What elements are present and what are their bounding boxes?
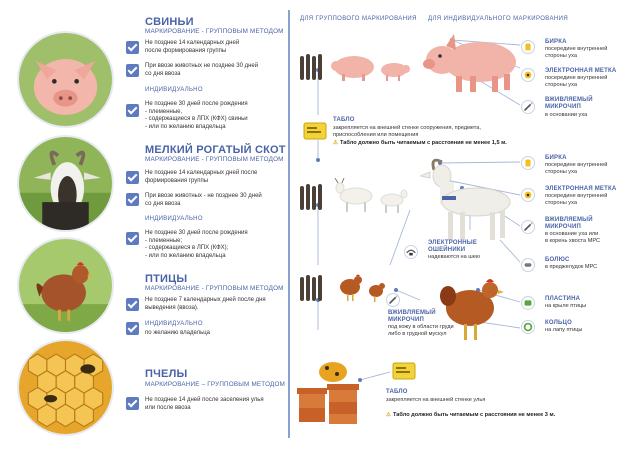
- tablo-2-warning: [386, 412, 555, 418]
- check-icon: [126, 298, 139, 311]
- small-cattle-item-1: Не позднее 14 календарных дней после формирования группы: [145, 170, 258, 184]
- chicken-photo: [17, 237, 114, 334]
- small-goats-illustration: [332, 178, 410, 214]
- birds-title: ПТИЦЫ: [145, 273, 188, 285]
- pigs-individual-head: ИНДИВИДУАЛЬНО: [145, 87, 203, 93]
- ear-tag-icon: [521, 156, 535, 170]
- bolus-description: в преджелудок МРС: [545, 264, 598, 270]
- pig-electronic-tag-description: посередине внутренней стороны уха: [545, 75, 608, 88]
- microchip-injector-icon: [386, 293, 400, 307]
- tablo-1-label: ТАБЛО: [333, 117, 355, 123]
- group-marking-header: ДЛЯ ГРУППОВОГО МАРКИРОВАНИЯ: [300, 16, 417, 22]
- fence-illustration: [299, 275, 325, 301]
- pigs-individual-item: Не позднее 30 дней после рождения - племенные, - содержащиеся в ЛПХ (КФХ) свиньи - или по желанию владельца: [145, 101, 248, 130]
- fence-illustration: [299, 184, 325, 210]
- small-chickens-illustration: [336, 273, 388, 303]
- pigs-item-2: При ввозе животных не позднее 30 дней со дня ввоза: [145, 63, 259, 77]
- collar-icon: [404, 245, 418, 259]
- fence-illustration: [299, 54, 325, 80]
- goat-birka-description: посередине внутренней стороны уха: [545, 162, 608, 175]
- check-icon: [126, 232, 139, 245]
- microchip-injector-icon: [521, 220, 535, 234]
- tablo-sign-illustration: [392, 362, 416, 382]
- birds-individual-head: ИНДИВИДУАЛЬНО: [145, 321, 203, 327]
- tablo-2-description: закрепляется на внешней стенке улья: [386, 397, 486, 403]
- check-icon: [126, 64, 139, 77]
- pigs-title: СВИНЬИ: [145, 16, 194, 28]
- individual-marking-header: ДЛЯ ИНДИВИДУАЛЬНОГО МАРКИРОВАНИЯ: [428, 16, 569, 22]
- pig-electronic-tag-label: ЭЛЕКТРОННАЯ МЕТКА: [545, 68, 617, 74]
- pig-birka-label: БИРКА: [545, 39, 567, 45]
- bees-item-1: Не позднее 14 дней после заселения улья или после ввоза: [145, 397, 264, 411]
- goat-electronic-tag-description: посередине внутренней стороны уха: [545, 193, 608, 206]
- tablo-2-label: ТАБЛО: [386, 389, 408, 395]
- small-pigs-illustration: [330, 52, 412, 82]
- bird-microchip-label: ВЖИВЛЯЕМЫЙ МИКРОЧИП: [388, 310, 436, 323]
- pig-birka-description: посередине внутренней стороны уха: [545, 46, 608, 59]
- plate-label: ПЛАСТИНА: [545, 296, 581, 302]
- check-icon: [126, 397, 139, 410]
- ring-description: на лапу птицы: [545, 327, 583, 333]
- goat-microchip-description: в основание уха или в корень хвоста МРС: [545, 231, 601, 244]
- small-cattle-item-2: При ввозе животных - не позднее 30 дней со дня ввоза: [145, 193, 262, 207]
- goat-electronic-tag-label: ЭЛЕКТРОННАЯ МЕТКА: [545, 186, 617, 192]
- electronic-tag-icon: [521, 188, 535, 202]
- leg-ring-icon: [521, 320, 535, 334]
- small-cattle-individual-item: Не позднее 30 дней после рождения - племенные; - содержащиеся в ЛПХ (КФХ); - или по желанию владельца: [145, 230, 248, 259]
- tablo-1-description: закрепляется на внешней стенке сооружения, предмета, приспособления или помещения: [333, 125, 481, 138]
- goat-birka-label: БИРКА: [545, 155, 567, 161]
- beehives-illustration: [295, 358, 361, 428]
- bird-microchip-description: под кожу в области груди либо в грудной мускул: [388, 324, 454, 337]
- pigs-item-1: Не позднее 14 календарных дней после формирования группы: [145, 40, 240, 54]
- birds-item-1: Не позднее 7 календарных дней после дня выведения (ввоза).: [145, 297, 266, 311]
- pigs-subtitle: МАРКИРОВАНИЕ - ГРУППОВЫМ МЕТОДОМ: [145, 28, 284, 35]
- warning-icon: ⚠: [333, 140, 339, 146]
- microchip-injector-icon: [521, 100, 535, 114]
- section-divider: [288, 10, 290, 438]
- tablo-1-warning-text: Табло должно быть читаемым с расстояния не менее 1,5 м.: [340, 140, 507, 146]
- pig-photo: [17, 31, 114, 128]
- check-icon: [126, 104, 139, 117]
- pig-illustration: [420, 30, 520, 96]
- ear-tag-icon: [521, 40, 535, 54]
- tablo-sign-illustration: [303, 122, 327, 142]
- bolus-icon: [521, 258, 535, 272]
- goat-photo: [17, 135, 114, 232]
- pig-microchip-label: ВЖИВЛЯЕМЫЙ МИКРОЧИП: [545, 97, 593, 110]
- collar-description: надеваются на шею: [428, 254, 481, 260]
- bees-title: ПЧЕЛЫ: [145, 368, 188, 380]
- warning-icon: ⚠: [386, 412, 392, 418]
- small-cattle-title: МЕЛКИЙ РОГАТЫЙ СКОТ: [145, 144, 286, 156]
- pig-microchip-description: в основании уха: [545, 112, 588, 118]
- goat-microchip-label: ВЖИВЛЯЕМЫЙ МИКРОЧИП: [545, 217, 593, 230]
- wing-plate-icon: [521, 296, 535, 310]
- check-icon: [126, 322, 139, 335]
- small-cattle-subtitle: МАРКИРОВАНИЕ - ГРУППОВЫМ МЕТОДОМ: [145, 156, 284, 163]
- tablo-1-warning: [333, 140, 507, 146]
- birds-individual-item: по желанию владельца: [145, 330, 211, 336]
- ring-label: КОЛЬЦО: [545, 320, 572, 326]
- birds-subtitle: МАРКИРОВАНИЕ - ГРУППОВЫМ МЕТОДОМ: [145, 285, 284, 292]
- tablo-2-warning-text: Табло должно быть читаемым с расстояния не менее 3 м.: [393, 412, 556, 418]
- check-icon: [126, 41, 139, 54]
- small-cattle-individual-head: ИНДИВИДУАЛЬНО: [145, 216, 203, 222]
- bees-subtitle: МАРКИРОВАНИЕ – ГРУППОВЫМ МЕТОДОМ: [145, 381, 286, 388]
- plate-description: на крыле птицы: [545, 303, 587, 309]
- honeycomb-photo: [17, 339, 114, 436]
- check-icon: [126, 193, 139, 206]
- collar-label: ЭЛЕКТРОННЫЕ ОШЕЙНИКИ: [428, 240, 478, 253]
- bolus-label: БОЛЮС: [545, 257, 570, 263]
- goat-illustration: [420, 158, 516, 242]
- check-icon: [126, 171, 139, 184]
- electronic-tag-icon: [521, 68, 535, 82]
